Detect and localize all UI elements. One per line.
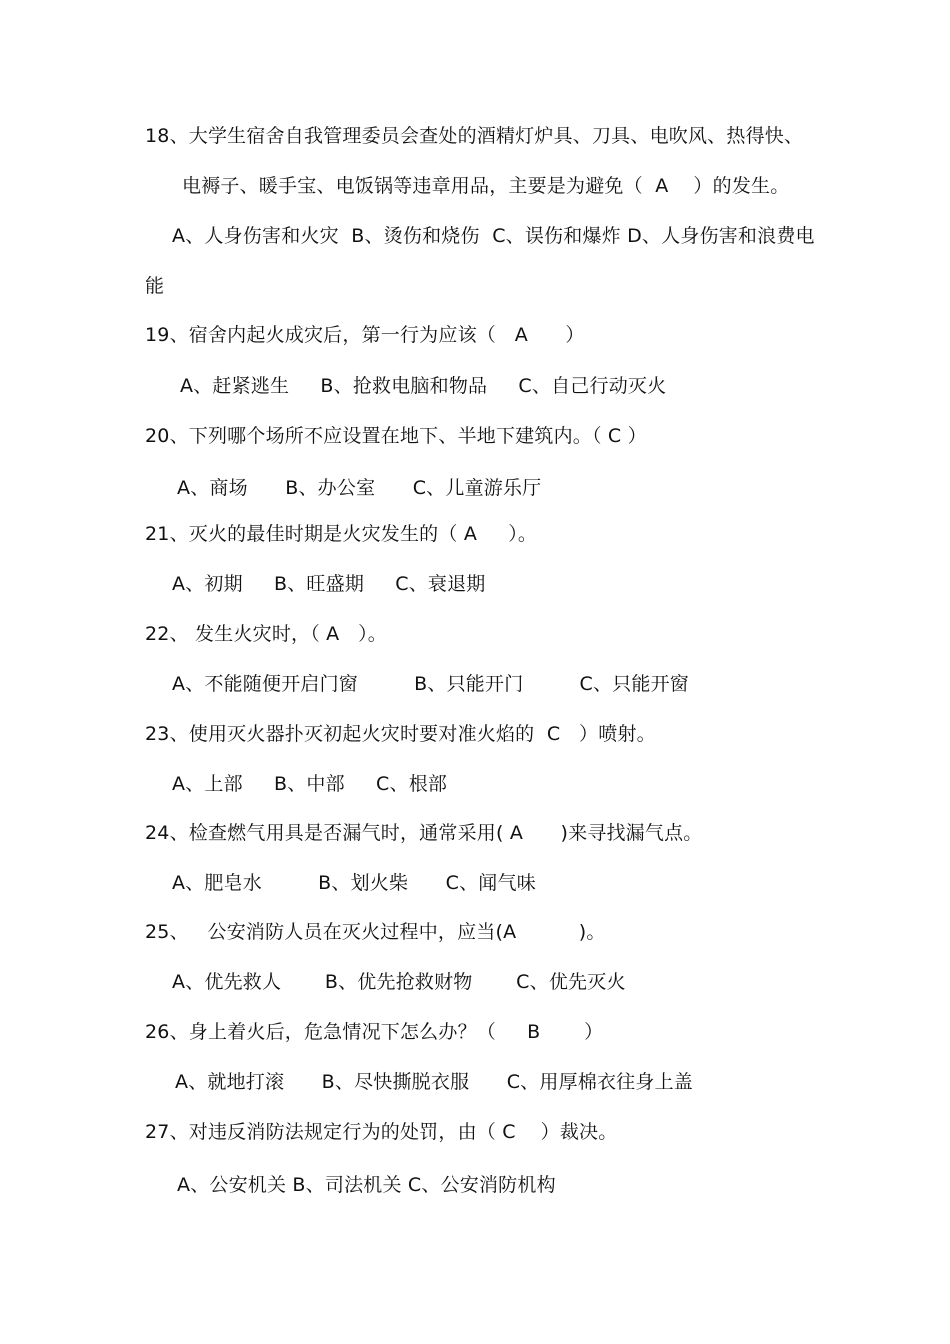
question-21-options: A、初期 B、旺盛期 C、衰退期 <box>172 573 486 595</box>
question-26: 26、身上着火后，危急情况下怎么办？（ B ） <box>145 1021 604 1043</box>
question-18-line-2: 电褥子、暖手宝、电饭锅等违章用品，主要是为避免（ A ）的发生。 <box>182 175 790 197</box>
question-23: 23、使用灭火器扑灭初起火灾时要对准火焰的 C ）喷射。 <box>145 723 656 745</box>
question-23-options: A、上部 B、中部 C、根部 <box>172 773 448 795</box>
question-24-options: A、肥皂水 B、划火柴 C、闻气味 <box>172 872 536 894</box>
question-25-options: A、优先救人 B、优先抢救财物 C、优先灭火 <box>172 971 626 993</box>
question-19: 19、宿舍内起火成灾后，第一行为应该（ A ） <box>145 324 585 346</box>
question-20: 20、下列哪个场所不应设置在地下、半地下建筑内。（ C ） <box>145 425 647 447</box>
question-25: 25、 公安消防人员在灭火过程中，应当(A )。 <box>145 921 606 943</box>
question-18-options-wrap: 能 <box>145 275 165 297</box>
question-19-options: A、赶紧逃生 B、抢救电脑和物品 C、自己行动灭火 <box>180 375 667 397</box>
question-20-options: A、商场 B、办公室 C、儿童游乐厅 <box>177 477 542 499</box>
question-18-line-1: 18、大学生宿舍自我管理委员会查处的酒精灯炉具、刀具、电吹风、热得快、 <box>145 125 804 147</box>
question-21: 21、灭火的最佳时期是火灾发生的（ A ）。 <box>145 523 538 545</box>
question-27-options: A、公安机关 B、司法机关 C、公安消防机构 <box>177 1174 556 1196</box>
question-24: 24、检查燃气用具是否漏气时，通常采用( A )来寻找漏气点。 <box>145 822 703 844</box>
question-22-options: A、不能随便开启门窗 B、只能开门 C、只能开窗 <box>172 673 690 695</box>
question-26-options: A、就地打滚 B、尽快撕脱衣服 C、用厚棉衣往身上盖 <box>175 1071 693 1093</box>
question-22: 22、 发生火灾时，（ A ）。 <box>145 623 387 645</box>
question-18-options: A、人身伤害和火灾 B、烫伤和烧伤 C、误伤和爆炸 D、人身伤害和浪费电 <box>172 225 815 247</box>
question-27: 27、对违反消防法规定行为的处罚，由（ C ）裁决。 <box>145 1121 618 1143</box>
